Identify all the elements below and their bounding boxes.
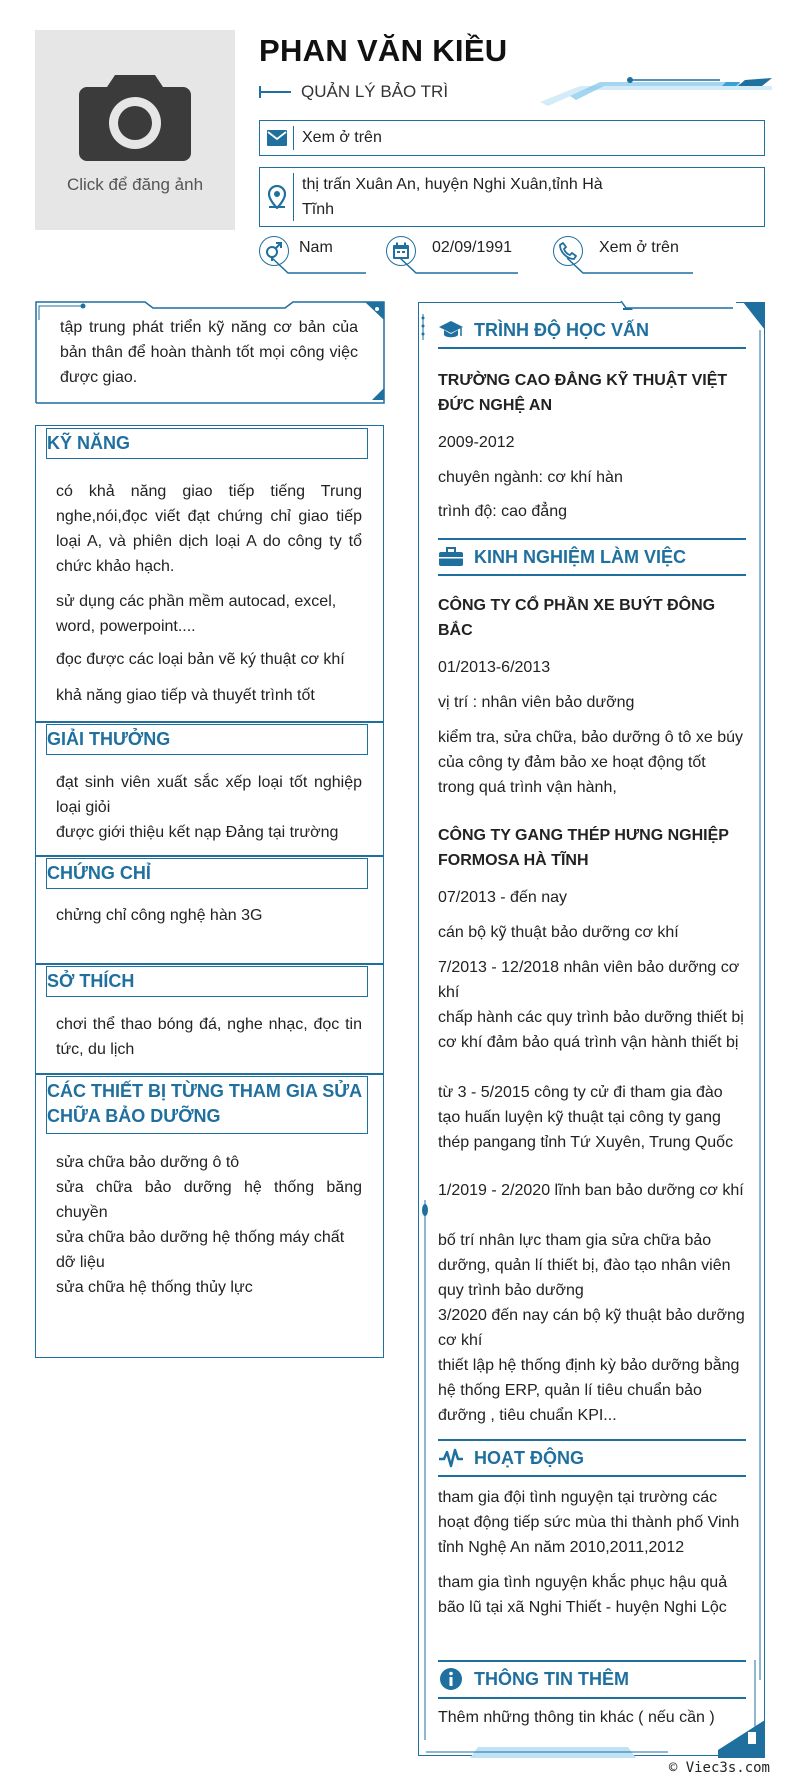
info-icon — [439, 1667, 463, 1691]
divider — [438, 1439, 746, 1441]
divider — [438, 1660, 746, 1662]
education-period: 2009-2012 — [438, 434, 515, 451]
email-value: Xem ở trên — [302, 129, 382, 146]
equipment-item: sửa chữa bảo dưỡng hệ thống máy chất dỡ liệu — [56, 1229, 345, 1271]
activities-heading-row — [438, 1442, 746, 1474]
job-description-line: từ 3 - 5/2015 công ty cử đi tham gia đào tạo huấn luyện kỹ thuật tại công ty gang thép pangang tỉnh Tứ Xuyên, Trung Quốc — [438, 1084, 734, 1151]
equipment-item: sửa chữa hệ thống thủy lực — [56, 1279, 253, 1296]
birthday-underline — [400, 258, 518, 276]
divider — [438, 574, 746, 576]
job-title: QUẢN LÝ BẢO TRÌ — [301, 82, 449, 101]
address-line-1: thị trấn Xuân An, huyện Nghi Xuân,tỉnh Hà — [302, 176, 603, 193]
company-name: CÔNG TY GANG THÉP HƯNG NGHIỆP FORMOSA HÀ TĨNH — [438, 827, 729, 869]
hobbies-heading: SỞ THÍCH — [46, 966, 368, 997]
equipment-heading-line-1: CÁC THIẾT BỊ TỪNG THAM GIA SỬA — [47, 1081, 363, 1101]
certificates-heading: CHỨNG CHỈ — [46, 858, 368, 889]
divider — [438, 1697, 746, 1699]
job-description-line: 7/2013 - 12/2018 nhân viên bảo dưỡng cơ khí — [438, 959, 740, 1001]
company-name: CÔNG TY CỔ PHẦN XE BUÝT ĐÔNG BẮC — [438, 597, 716, 639]
job-description: kiểm tra, sửa chữa, bảo dưỡng ô tô xe búy của công ty đảm bảo xe hoạt động tốt trong quá trình vận hành, — [438, 729, 743, 796]
award-item: được giới thiệu kết nạp Đảng tại trường — [56, 824, 339, 841]
profile-photo-upload[interactable] — [35, 30, 235, 230]
header-decoration — [540, 72, 772, 108]
experience-heading-row — [438, 541, 746, 573]
skill-item: có khả năng giao tiếp tiếng Trung nghe,nói,đọc viết đạt chứng chỉ giao tiếp loại A, và phiên dịch loại A do công ty tổ chức khảo hạch. — [56, 483, 362, 575]
address-field[interactable] — [259, 167, 765, 227]
activities-heading: HOẠT ĐỘNG — [474, 1447, 584, 1468]
pulse-icon — [438, 1448, 464, 1468]
equipment-item: sửa chữa bảo dưỡng hệ thống băng chuyền — [56, 1179, 362, 1221]
education-heading-row — [438, 314, 746, 346]
activity-item: tham gia đội tình nguyện tại trường các hoạt động tiếp sức mùa thi thành phố Vinh tỉnh Nghệ An năm 2010,2011,2012 — [438, 1489, 740, 1556]
skill-item: đọc được các loại bản vẽ ký thuật cơ khí — [56, 651, 345, 668]
skills-heading: KỸ NĂNG — [46, 428, 368, 459]
additional-info-heading: THÔNG TIN THÊM — [474, 1668, 629, 1689]
skill-item: sử dụng các phần mềm autocad, excel, word, powerpoint.... — [56, 593, 337, 635]
school-name: TRƯỜNG CAO ĐẲNG KỸ THUẬT VIỆT ĐỨC NGHỆ AN — [438, 372, 728, 414]
watermark-credit: © Viec3s.com — [668, 1760, 770, 1776]
graduation-cap-icon — [438, 320, 464, 340]
additional-info-heading-row — [438, 1663, 746, 1695]
phone-underline — [567, 258, 693, 276]
experience-heading: KINH NGHIỆM LÀM VIỆC — [474, 546, 687, 567]
candidate-name: PHAN VĂN KIỀU — [259, 33, 508, 68]
career-objective: tập trung phát triển kỹ năng cơ bản của bản thân để hoàn thành tốt mọi công việc được giao. — [60, 319, 358, 386]
photo-upload-label: Click để đăng ảnh — [66, 175, 204, 194]
job-description-line: 1/2019 - 2/2020 lĩnh ban bảo dưỡng cơ khí — [438, 1182, 744, 1199]
job-position: vị trí : nhân viên bảo dưỡng — [438, 694, 635, 711]
equipment-heading — [46, 1076, 368, 1134]
activity-item: tham gia tình nguyện khắc phục hậu quả bão lũ tại xã Nghi Thiết - huyện Nghi Lộc — [438, 1574, 728, 1616]
divider — [438, 1475, 746, 1477]
equipment-item: sửa chữa bảo dưỡng ô tô — [56, 1154, 240, 1171]
awards-heading: GIẢI THƯỞNG — [46, 724, 368, 755]
address-value — [294, 168, 611, 226]
email-field[interactable] — [259, 120, 765, 156]
birthday-value: 02/09/1991 — [432, 239, 513, 256]
envelope-icon — [267, 130, 287, 146]
job-title-row — [259, 82, 448, 102]
divider — [438, 538, 746, 540]
job-period: 07/2013 - đến nay — [438, 889, 567, 906]
hobby-item: chơi thể thao bóng đá, nghe nhạc, đọc tin tức, du lịch — [56, 1016, 362, 1058]
skill-item: khả năng giao tiếp và thuyết trình tốt — [56, 687, 315, 704]
job-description-line: bố trí nhân lực tham gia sửa chữa bảo dưỡng, quản lí thiết bị, đào tạo nhân viên quy trình bảo dưỡng — [438, 1232, 731, 1299]
education-major: chuyên ngành: cơ khí hàn — [438, 469, 623, 486]
phone-value: Xem ở trên — [599, 239, 679, 256]
job-position: cán bộ kỹ thuật bảo dưỡng cơ khí — [438, 924, 679, 941]
job-description-line: thiết lập hệ thống định kỳ bảo dưỡng bằng hệ thống ERP, quản lí tiêu chuẩn bảo đưỡng , tiêu chuẩn KPI... — [438, 1357, 740, 1424]
additional-info-text: Thêm những thông tin khác ( nếu cần ) — [438, 1709, 715, 1726]
award-item: đạt sinh viên xuất sắc xếp loại tốt nghiệp loại giỏi — [56, 774, 362, 816]
divider — [438, 347, 746, 349]
title-line-decoration — [259, 86, 289, 98]
education-level: trình độ: cao đẳng — [438, 503, 567, 520]
equipment-heading-line-2: CHỮA BẢO DƯỠNG — [47, 1106, 221, 1126]
education-heading: TRÌNH ĐỘ HỌC VẤN — [474, 319, 649, 340]
location-pin-icon — [268, 185, 286, 209]
gender-underline — [272, 258, 366, 276]
gender-value: Nam — [299, 239, 333, 256]
camera-icon — [75, 65, 195, 165]
certificate-item: chửng chỉ công nghệ hàn 3G — [56, 907, 263, 924]
address-line-2: Tĩnh — [302, 201, 335, 218]
job-description-line: chấp hành các quy trình bảo dưỡng thiết bị cơ khí đảm bảo quá trình vận hành thiết bị — [438, 1009, 744, 1051]
job-description-line: 3/2020 đến nay cán bộ kỹ thuật bảo dưỡng cơ khí — [438, 1307, 745, 1349]
briefcase-icon — [438, 547, 464, 567]
job-period: 01/2013-6/2013 — [438, 659, 551, 676]
